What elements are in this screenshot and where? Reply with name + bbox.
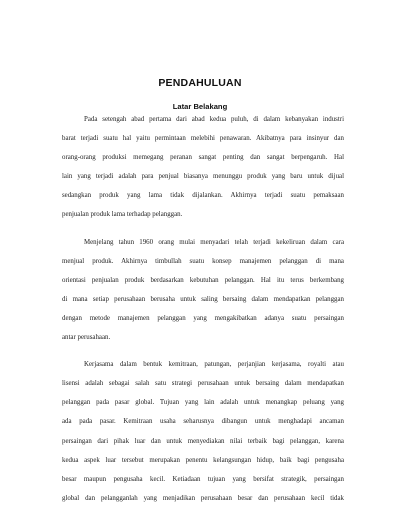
text-line: Menjelang tahun 1960 orang mulai menyadari telah terjadi kekeliruan dalam cara xyxy=(84,238,344,246)
text-line: kedua aspek luar tersebut merupakan penentu kelangsungan hidup, baik bagi pengusaha xyxy=(62,456,344,464)
text-line: global dan pelangganlah yang menjadikan perusahaan besar dan perusahaan kecil tidak xyxy=(62,494,344,502)
text-line: ada pada pasar. Kemitraan usaha seharusnya dibangun untuk menghadapi ancaman xyxy=(62,418,344,426)
paragraph xyxy=(62,355,344,508)
page-title: PENDAHULUAN xyxy=(158,77,242,89)
text-line: penjualan produk lama terhadap pelanggan. xyxy=(62,211,183,219)
text-line: di mana setiap perusahaan berusaha untuk saling bersaing dalam mendapatkan pelanggan xyxy=(62,295,344,303)
section-heading: Latar Belakang xyxy=(172,102,228,111)
text-line: orang-orang produksi memegang peranan sangat penting dan sangat berpengaruh. Hal xyxy=(62,154,344,162)
paragraph xyxy=(62,110,344,225)
text-line: lain yang terjadi adalah para penjual biasanya menunggu produk yang baru untuk dijual xyxy=(62,173,344,181)
text-line: Pada setengah abad pertama dari abad kedua puluh, di dalam kebanyakan industri xyxy=(84,116,344,123)
text-line: Kerjasama dalam bentuk kemitraan, patungan, perjanjian kerjasama, royalti atau xyxy=(84,361,344,369)
text-line: lisensi adalah sebagai salah satu strategi perusahaan untuk bersaing dalam mendapatkan xyxy=(62,380,344,388)
paragraph xyxy=(62,233,344,348)
text-line: besar maupun pengusaha kecil. Ketiadaan tujuan yang bersifat strategik, persaingan xyxy=(62,475,344,483)
text-line: pelanggan pada pasar global. Tujuan yang lain adalah untuk menangkap peluang yang xyxy=(62,399,344,407)
text-line: menjual produk. Akhirnya timbullah suatu konsep manajemen pelanggan di mana xyxy=(62,257,344,265)
text-line: antar perusahaan. xyxy=(62,334,111,342)
document-body xyxy=(62,110,344,516)
text-line: orientasi penjualan produk berdasarkan kebutuhan pelanggan. Hal itu terus berkembang xyxy=(62,276,344,284)
text-line: persaingan dari pihak luar dan untuk menyediakan nilai terbaik bagi pelanggan, karena xyxy=(62,437,344,445)
text-line: dengan metode manajemen pelanggan yang mengakibatkan adanya suatu persaingan xyxy=(62,314,344,322)
text-line: barat terjadi suatu hal yaitu permintaan melebihi penawaran. Akibatnya para insinyur dan xyxy=(62,135,344,143)
text-line: sedangkan produk yang lama tidak dijalankan. Akhirnya terjadi suatu pemaksaan xyxy=(62,192,344,200)
